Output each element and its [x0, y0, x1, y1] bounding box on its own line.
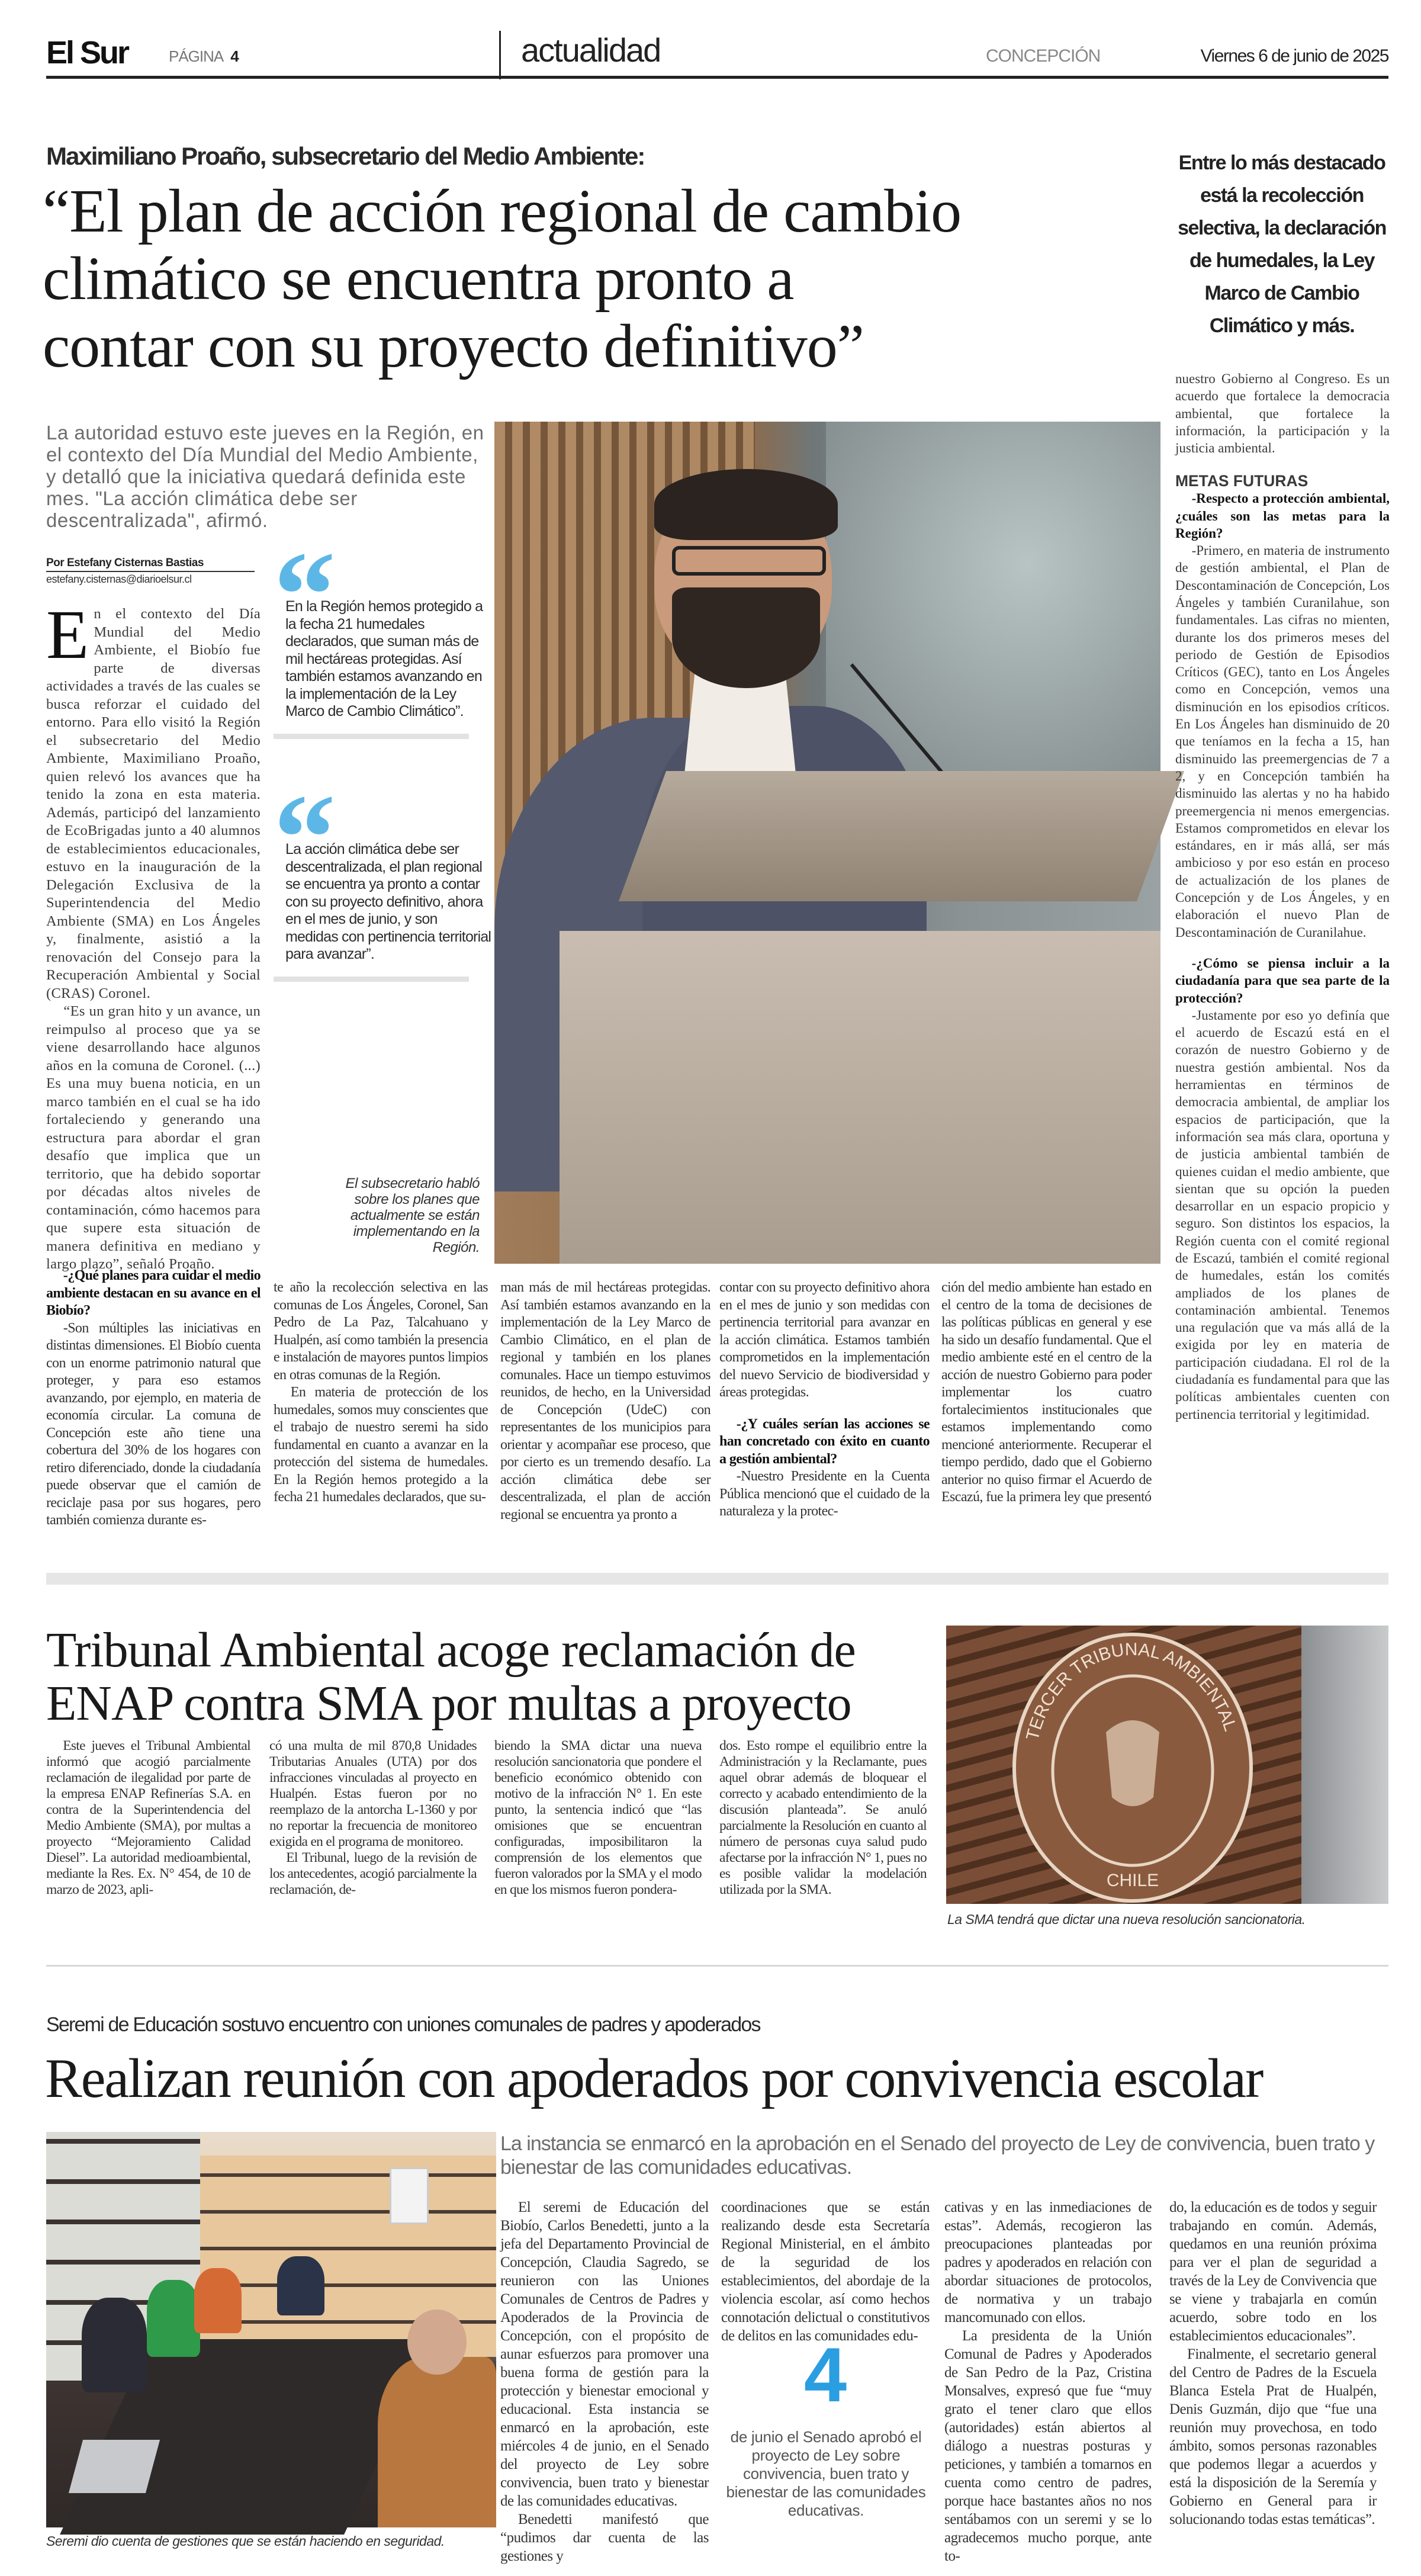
- person-dark: [82, 2298, 147, 2392]
- quote-mark-icon: “: [274, 526, 324, 664]
- person-brown-jacket: [378, 2357, 496, 2527]
- photo-caption: Seremi dio cuenta de gestiones que se están haciendo en seguridad.: [46, 2533, 445, 2549]
- paragraph: Finalmente, el secretario general del Centro de Padres de la Escuela Blanca Estela Prat de Hualpén, Denis Guzmán, dijo que “fue una reunión muy provechosa, en todo ámbito, somos personas razonables que podemos llegar a acuerdos y está la disposición de la Seremía y Gobierno en General para ir solucionando todas estas temáticas”.: [1169, 2346, 1377, 2527]
- drop-cap: E: [46, 596, 89, 673]
- glasses: [672, 546, 826, 576]
- beard: [672, 587, 820, 688]
- paragraph: n el contexto del Día Mundial del Medio Ambiente, el Biobío fue parte de diversas actividades a través de las cuales se busca reforzar el cuidado del entorno. Para ello visitó la Región el subsecretario del Medio Ambiente, Maximiliano Proaño, quien relevó los avances que ha tenido la zona en esta materia. Además, participó del lanzamiento de EcoBrigadas junto a 40 alumnos de establecimientos educacionales, estuvo en la inauguración de la Delegación Exclusiva de la Superintendencia del Medio Ambiente (SMA) en Los Ángeles y, finalmente, asistió a la renovación del Consejo para la Recuperación Ambiental y Social (CRAS) Coronel.: [46, 606, 261, 1001]
- page-number: 4: [230, 47, 239, 65]
- photo-caption: La SMA tendrá que dictar una nueva resolución sancionatoria.: [947, 1912, 1306, 1927]
- projection-screen: [826, 422, 1160, 777]
- headline-line: contar con su proyecto definitivo”: [43, 312, 864, 380]
- hair: [654, 469, 838, 540]
- paragraph: coordinaciones que se están realizando desde esta Secretaría Regional Ministerial, en el ámbito de la seguridad de los establecimientos, del abordaje de la violencia escolar, así como hechos connotación delictual o constitutivos de delitos en las comunidades edu-: [721, 2199, 930, 2344]
- column-text: [941, 1279, 1152, 1507]
- article1-bottom-column-1: [46, 1267, 261, 1540]
- headline-line: climático se encuentra pronto a: [43, 245, 794, 313]
- article2-headline: [46, 1624, 856, 1730]
- headline-line: ENAP contra SMA por multas a proyecto: [46, 1676, 851, 1731]
- article1-bottom-column-2: [274, 1279, 488, 1540]
- article3-headline: Realizan reunión con apoderados por convivencia escolar: [45, 2048, 1263, 2109]
- section-divider: [46, 1573, 1388, 1585]
- seal-text-top: TERCER TRIBUNAL AMBIENTAL: [1023, 1639, 1240, 1743]
- edition-date: Viernes 6 de junio de 2025: [1200, 46, 1388, 66]
- pull-quote-text: La acción climática debe ser descentralizada, el plan regional se encuentra ya pronto a contar con su proyecto definitivo, ahora en el mes de junio, y son medidas con pertinencia territorial para avanzar”.: [285, 841, 491, 962]
- article2-column-3: [494, 1738, 702, 1939]
- person-orange: [194, 2268, 242, 2333]
- article2-column-4: [719, 1738, 927, 1939]
- subheading: METAS FUTURAS: [1175, 471, 1309, 490]
- column-text: [719, 1279, 930, 1521]
- callout-text: de junio el Senado aprobó el proyecto de Ley sobre convivencia, buen trato y bienestar de las comunidades educativas.: [726, 2428, 926, 2519]
- callout-number: 4: [803, 2331, 847, 2418]
- column-text: [721, 2198, 930, 2345]
- subsecretary-photo: [494, 422, 1160, 1264]
- paragraph: man más de mil hectáreas protegidas. Así también estamos avanzando en la implementación de la Ley Marco de Cambio Climático, en el plan de regional y también en los planes comunales. Hace un tiempo estuvimos reunidos, de hecho, en la Universidad de Concepción (UdeC) con representantes de los municipios para orientar y acompañar ese proceso, que por cierto es un tremendo desafío. La acción climática debe ser descentralizada, el plan de acción regional se encuentra ya pronto a: [500, 1280, 710, 1523]
- column-text: [46, 1738, 250, 1898]
- article3-kicker: Seremi de Educación sostuvo encuentro con uniones comunales de padres y apoderados: [46, 2013, 760, 2036]
- pull-quote-1: [274, 526, 493, 739]
- page-indicator: [169, 47, 239, 66]
- person-seremi: [277, 2256, 324, 2315]
- edition-city: CONCEPCIÓN: [986, 46, 1101, 66]
- section-rule: [46, 1965, 1388, 1967]
- tribunal-seal-photo: [946, 1626, 1388, 1904]
- article1-bottom-column-3: [500, 1279, 710, 1540]
- column-text: [500, 2198, 709, 2565]
- article1-bottom-column-4: [719, 1279, 930, 1540]
- article3-deck: La instancia se enmarcó en la aprobación en el Senado del proyecto de Ley de convivencia, buen trato y bienestar de las comunidades educativas.: [500, 2132, 1375, 2179]
- paragraph: El Tribunal, luego de la revisión de los antecedentes, acogió parcialmente la reclamación, de-: [269, 1850, 477, 1897]
- header-divider: [499, 31, 501, 79]
- seal-text-bottom: CHILE: [1106, 1871, 1159, 1890]
- article3-column-4: [1169, 2198, 1377, 2536]
- person-head: [407, 2310, 467, 2375]
- paragraph: contar con su proyecto definitivo ahora en el mes de junio y son medidas con pertinencia territorial para avanzar en la acción climática. Estamos también comprometidos en la implementación del nuevo Servicio de biodiversidad y áreas protegidas.: [719, 1280, 930, 1400]
- article3-column-2: [721, 2198, 930, 2344]
- photo-caption: El subsecretario habló sobre los planes que actualmente se están implementando en la Región.: [345, 1175, 480, 1255]
- article1-deck: La autoridad estuvo este jueves en la Región, en el contexto del Día Mundial del Medio Ambiente, y detalló que la iniciativa quedará definida este mes. "La acción climática debe ser descentralizada", afirmó.: [46, 422, 484, 531]
- column-text: [274, 1279, 488, 1507]
- section-name: actualidad: [521, 31, 661, 69]
- pull-quote-2: [274, 769, 493, 982]
- wall-panel: [1301, 1626, 1388, 1904]
- pull-quote-text: En la Región hemos protegido a la fecha 21 humedales declarados, que suman más de mil hectáreas protegidas. Así también estamos avanzando en la implementación de la Ley Marco de Cambio Climático”.: [285, 598, 483, 720]
- article1-column-1: [46, 596, 261, 1272]
- article1-kicker: Maximiliano Proaño, subsecretario del Medio Ambiente:: [46, 142, 645, 170]
- paragraph: Este jueves el Tribunal Ambiental informó que acogió parcialmente reclamación de ilegalidad por parte de la empresa ENAP Refinerías S.A. en contra de la Superintendencia del Medio Ambiente (SMA), por multas a proyecto “Mejoramiento Calidad Diesel”. La autoridad medioambiental, mediante la Res. Ex. N° 454, de 10 de marzo de 2023, apli-: [46, 1738, 250, 1897]
- paragraph: -Nuestro Presidente en la Cuenta Pública mencionó que el cuidado de la naturaleza y la protec-: [719, 1469, 930, 1519]
- paragraph: ción del medio ambiente han estado en el centro de la toma de decisiones de las políticas públicas en general y ese ha sido un desafío fundamental. Que el medio ambiente esté en el centro de la acción de nuestro Gobierno para poder implementar los cuatro fortalecimientos institucionales que estamos implementando como mencioné anteriormente. Recuperar el tiempo perdido, dado que el Gobierno anterior no quiso firmar el Acuerdo de Escazú, fue la primera ley que presentó: [941, 1280, 1152, 1505]
- article1-right-column: [1175, 370, 1390, 1543]
- paragraph: Benedetti manifestó que “pudimos dar cuenta de las gestiones y: [500, 2511, 709, 2564]
- paragraph: -Son múltiples las iniciativas en distintas dimensiones. El Biobío cuenta con un enorme patrimonio natural que proteger, y para eso estamos avanzando, por ejemplo, en materia de economía circular. La comuna de Concepción este año tiene una cobertura del 30% de los hogares con retiro diferenciado, donde la ciudadanía puede observar que el camión de reciclaje pasa por sus hogares, pero también comienza durante es-: [46, 1320, 261, 1528]
- paragraph: biendo la SMA dictar una nueva resolución sancionatoria que pondere el beneficio económico obtenido con motivo de la infracción N° 1. En este punto, la sentencia indicó que “las omisiones que se encuentran configuradas, imposibilitaron la comprensión de los elementos que fueron valorados por la SMA y el modo en que los mismos fueron pondera-: [494, 1738, 702, 1897]
- column-text: [46, 596, 261, 1274]
- tribunal-seal: [999, 1631, 1266, 1904]
- paragraph: -Primero, en materia de instrumento de gestión ambiental, el Plan de Descontaminación de Concepción, Los Ángeles y también Curanilahue, son fundamentales. Las cifras no mienten, durante los dos primeros meses del periodo de Gestión de Episodios Críticos (GEC), tanto en Los Ángeles como en Concepción, vemos una disminución en los episodios críticos. En Los Ángeles han disminuido de 20 que teníamos en la fecha a 15, han disminuido las preemergencias de 7 a 2, y en Concepción también ha disminuido las alertas y no ha habido preemergencia ni menos emergencias. Estamos comprometidos en elevar los estándares, en ir más allá, ser más ambicioso y por eso están en proceso de actualización de los planes de Concepción y de Los Ángeles, y en elaboración el nuevo Plan de Descontaminación de Curanilahue.: [1175, 543, 1390, 940]
- paragraph: “Es un gran hito y un avance, un reimpulso al proceso que ya se viene desarrollando hace algunos años en la comuna de Coronel. (...) Es una muy buena noticia, en un marco también en el cual se ha ido fortaleciendo y generando una estructura para abordar el gran desafío que implica que un territorio, que ha debido soportar por décadas altos niveles de contaminación, cómo hacemos para que supere esta situación de manera definitiva en mediano y largo plazo”, señaló Proaño.: [46, 1003, 261, 1272]
- interview-question: -¿Cómo se piensa incluir a la ciudadanía para que sea parte de la protección?: [1175, 955, 1390, 1006]
- article2-column-2: [269, 1738, 477, 1939]
- column-text: [494, 1738, 702, 1898]
- person-green: [147, 2280, 200, 2357]
- header-rule: [46, 76, 1388, 79]
- laptop: [69, 2440, 160, 2493]
- portrait-frame: [390, 2167, 429, 2224]
- article1-headline: [43, 178, 961, 380]
- paragraph: do, la educación es de todos y seguir trabajando en común. Además, quedamos en una reunión próxima para ver el plan de seguridad a través de la Ley de Convivencia que se viene y trabajarla en común acuerdo, sobre todo en los establecimientos educacionales”.: [1169, 2199, 1377, 2344]
- paragraph: -Justamente por eso yo definía que el acuerdo de Escazú está en el corazón de nuestro Gobierno y de nuestra gestión ambiental. Nos da herramientas en términos de democracia ambiental, de ampliar los espacios de participación, que la información sea más clara, oportuna y de justicia ambiental también de quienes cuidan el medio ambiente, que sientan que su opción la pueden desarrollar en un espacio propicio y seguro. Son distintos los espacios, la Región cuenta con el comité regional de Escazú, también el comité regional de humedales, están los comités ampliados de los planes de contaminación ambiental. Tenemos una regulación que va más allá de la exigida por ley en materia de participación ciudadana. El rol de la ciudadanía es fundamental para que las políticas ambientales cuenten con pertinencia territorial y legitimidad.: [1175, 1007, 1390, 1422]
- byline: Por Estefany Cisternas Bastias: [46, 557, 255, 572]
- paragraph: có una multa de mil 870,8 Unidades Tributarias Anuales (UTA) por dos infracciones vinculadas al proyecto en Hualpén. Estas fueron por no reemplazo de la antorcha L-1360 y por no reportar la frecuencia de monitoreo exigida en el programa de monitoreo.: [269, 1738, 477, 1849]
- page-label: PÁGINA: [169, 47, 224, 65]
- interview-question: -Respecto a protección ambiental, ¿cuáles son las metas para la Región?: [1175, 491, 1390, 541]
- paragraph: La presidenta de la Unión Comunal de Padres y Apoderados de San Pedro de la Paz, Cristina Monsalves, expresó que fue “muy grato el tener claro que ellos (autoridades) están abiertos al diálogo a nuestras posturas y peticiones, y también a tomarnos en cuenta como centro de padres, porque hace bastantes años no nos sentábamos con un seremi y se lo agradecemos mucho porque, ante to-: [944, 2328, 1152, 2564]
- paragraph: te año la recolección selectiva en las comunas de Los Ángeles, Coronel, San Pedro de La Paz, Talcahuano y Hualpén, así como también la presencia e instalación de mayores puntos limpios en otras comunas de la Región.: [274, 1280, 488, 1383]
- paragraph: En materia de protección de los humedales, somos muy conscientes que el trabajo de nuestro seremi ha sido fundamental en cuanto a avanzar en la protección del sistema de humedales. En la Región hemos protegido a la fecha 21 humedales declarados, que su-: [274, 1385, 488, 1505]
- column-text: [1175, 370, 1390, 1423]
- article1-bottom-column-5: [941, 1279, 1152, 1540]
- author-email[interactable]: estefany.cisternas@diarioelsur.cl: [46, 573, 192, 585]
- paragraph: nuestro Gobierno al Congreso. Es un acuerdo que fortalece la democracia ambiental, que fortalece la información, la participación y la justicia ambiental.: [1175, 371, 1390, 456]
- paragraph: El seremi de Educación del Biobío, Carlos Benedetti, junto a la jefa del Departamento Provincial de Concepción, Claudia Sagredo, se reunieron con las Uniones Comunales de Centros de Padres y Apoderados de la Provincia de Concepción, con el propósito de aunar esfuerzos para promover una buena forma de gestión para la protección y bienestar emocional y educacional. Esta instancia se enmarcó en la aprobación, este miércoles 4 de junio, en el Senado del proyecto de Ley sobre convivencia, buen trato y bienestar de las comunidades educativas.: [500, 2199, 709, 2509]
- column-text: [719, 1738, 927, 1898]
- meeting-photo: [46, 2132, 496, 2527]
- column-text: [500, 1279, 710, 1524]
- podium: [560, 931, 1160, 1264]
- newspaper-logo: El Sur: [46, 35, 128, 70]
- quote-mark-icon: “: [274, 769, 324, 907]
- article3-column-3: [944, 2198, 1152, 2564]
- podium-top: [619, 771, 1184, 901]
- column-text: [1169, 2198, 1377, 2529]
- column-text: [269, 1738, 477, 1898]
- pull-quote-bar: [274, 977, 469, 982]
- headline-line: Tribunal Ambiental acoge reclamación de: [46, 1623, 856, 1678]
- column-text: [46, 1267, 261, 1530]
- paragraph: cativas y en las inmediaciones de estas”. Además, recogieron las preocupaciones planteadas por padres y apoderados en relación con abordar situaciones de protocolos, de normativa y un trabajo mancomunado con ellos.: [944, 2199, 1152, 2326]
- pull-quote-bar: [274, 734, 469, 739]
- paragraph: dos. Esto rompe el equilibrio entre la Administración y la Reclamante, pues aquel obrar además de bloquear el correcto y acabado entendimiento de la discusión planteada”. Se anuló parcialmente la Resolución en cuanto al número de personas cuya salud pudo afectarse por la infracción N° 1, pues no es posible validar la modelación utilizada por la SMA.: [719, 1738, 927, 1897]
- headline-line: “El plan de acción regional de cambio: [43, 177, 962, 245]
- interview-question: -¿Y cuáles serían las acciones se han concretado con éxito en cuanto a gestión ambiental?: [719, 1416, 930, 1467]
- article3-column-1: [500, 2198, 709, 2564]
- highlight-summary: Entre lo más destacado está la recolección selectiva, la declaración de humedales, la Ley Marco de Cambio Climático y más.: [1178, 152, 1386, 337]
- column-text: [944, 2198, 1152, 2565]
- coat-of-arms-icon: [1106, 1720, 1159, 1806]
- article2-column-1: [46, 1738, 250, 1939]
- interview-question: -¿Qué planes para cuidar el medio ambiente destacan en su avance en el Biobío?: [46, 1268, 261, 1318]
